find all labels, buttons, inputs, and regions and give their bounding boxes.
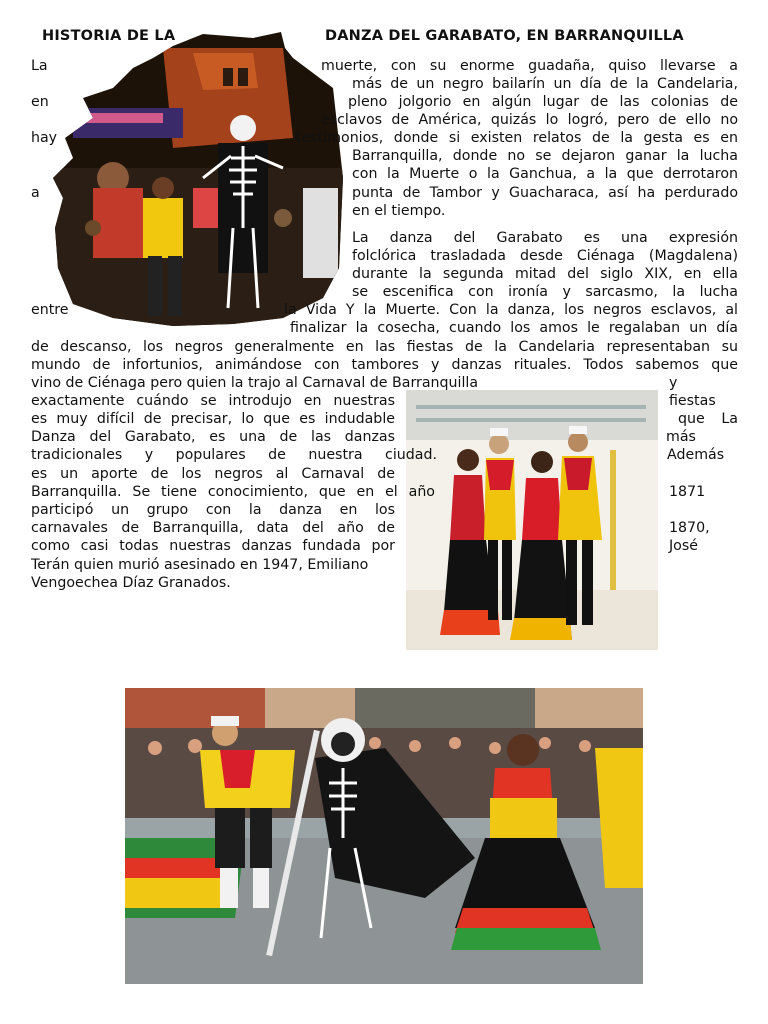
p2-line-20a: Vengoechea Díaz Granados. xyxy=(31,575,231,591)
p2-line-13a: tradicionales y populares de nuestra ciudad. xyxy=(31,447,437,463)
p2-line-17b: 1870, xyxy=(669,520,710,536)
title-left: HISTORIA DE LA xyxy=(42,28,176,44)
p2-line-11a: es muy difícil de precisar, lo que es indudable xyxy=(31,411,395,427)
p2-line-4: se escenifica con ironía y sarcasmo, la lucha xyxy=(352,284,738,300)
p2-line-18b: José xyxy=(669,538,698,554)
p2-line-15a: Barranquilla. Se tiene conocimiento, que en el año xyxy=(31,484,435,500)
p1-line-1b: muerte, con su enorme guadaña, quiso llevarse a xyxy=(321,58,738,74)
p1-line-4: esclavos de América, quizás lo logró, pero de ello no xyxy=(321,112,738,128)
p2-line-13b: Además xyxy=(667,447,725,463)
p2-line-11b: que La xyxy=(678,411,738,427)
p1-line-5b: testimonios, donde si existen relatos de la gesta es en xyxy=(296,130,738,146)
p2-line-9a: vino de Ciénaga pero quien la trajo al Carnaval de Barranquilla xyxy=(31,375,479,391)
p2-line-5a: entre xyxy=(31,302,69,318)
p2-line-8: mundo de infortunios, animándose con tambores y danzas rituales. Todos sabemos que xyxy=(31,357,738,373)
p2-line-10a: exactamente cuándo se introdujo en nuestras xyxy=(31,393,395,409)
dancers-group-photo xyxy=(406,390,658,650)
p2-line-18a: como casi todas nuestras danzas fundada por xyxy=(31,538,395,554)
p2-line-6: finalizar la cosecha, cuando los amos le regalaban un día xyxy=(290,320,738,336)
p2-line-16a: participó un grupo con la danza en los xyxy=(31,502,395,518)
p2-line-14a: es un aporte de los negros al Carnaval de xyxy=(31,466,395,482)
title-right: DANZA DEL GARABATO, EN BARRANQUILLA xyxy=(325,28,684,44)
p1-line-1a: La xyxy=(31,58,48,74)
p1-line-2: más de un negro bailarín un día de la Candelaria, xyxy=(352,76,738,92)
p1-line-8b: punta de Tambor y Guacharaca, así ha perdurado xyxy=(352,185,738,201)
p1-line-6: Barranquilla, donde no se dejaron ganar la lucha xyxy=(352,148,738,164)
p2-line-12b: más xyxy=(666,429,696,445)
p2-line-19a: Terán quien murió asesinado en 1947, Emiliano xyxy=(31,557,369,573)
p1-line-7: con la Muerte o la Ganchua, a la que derrotaron xyxy=(352,166,738,182)
p2-line-12a: Danza del Garabato, es una de las danzas xyxy=(31,429,395,445)
p1-line-9: en el tiempo. xyxy=(352,203,446,219)
p2-line-3: durante la segunda mitad del siglo XIX, en ella xyxy=(352,266,738,282)
p1-line-3b: pleno jolgorio en algún lugar de las colonias de xyxy=(348,94,738,110)
p2-line-10b: fiestas xyxy=(669,393,716,409)
p2-line-7: de descanso, los negros generalmente en las fiestas de la Candelaria representaban su xyxy=(31,339,738,355)
p1-line-8a: a xyxy=(31,185,40,201)
p2-line-2: folclórica trasladada desde Ciénaga (Magdalena) xyxy=(352,248,738,264)
p2-line-5b: la Vida Y la Muerte. Con la danza, los negros esclavos, al xyxy=(284,302,738,318)
p2-line-17a: carnavales de Barranquilla, data del año de xyxy=(31,520,395,536)
carnival-parade-photo xyxy=(125,688,643,984)
skeleton-dancer-photo xyxy=(53,28,348,328)
p1-line-5a: hay xyxy=(31,130,58,146)
p2-line-15b: 1871 xyxy=(669,484,706,500)
p2-line-1: La danza del Garabato es una expresión xyxy=(352,230,738,246)
p2-line-9b: y xyxy=(669,375,678,391)
p1-line-3a: en xyxy=(31,94,49,110)
